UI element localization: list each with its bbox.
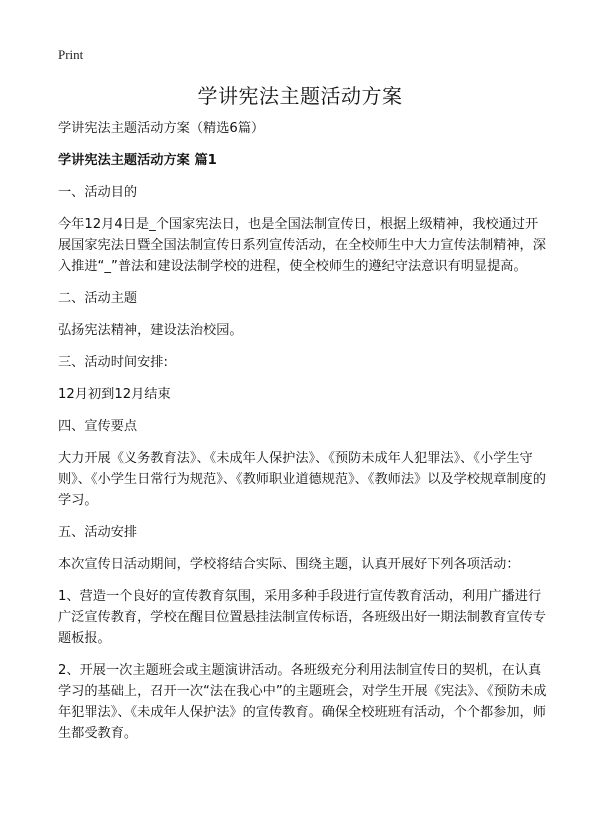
section-heading: 四、宣传要点	[58, 419, 138, 434]
print-label: Print	[58, 47, 84, 62]
section-paragraph: 弘扬宪法精神，建设法治校园。	[58, 323, 243, 338]
section-heading: 五、活动安排	[58, 525, 138, 540]
section-paragraph: 12月初到12月结束	[58, 387, 171, 402]
section-heading: 三、活动时间安排:	[58, 355, 168, 370]
section-paragraph: 大力开展《义务教育法》、《未成年人保护法》、《预防未成年人犯罪法》、《小学生守则》、《小学生日常行为规范》、《教师职业道德规范》、《教师法》以及学校规章制度的学习。	[58, 451, 546, 508]
section-heading: 一、活动目的	[58, 185, 138, 200]
section-paragraph: 本次宣传日活动期间，学校将结合实际、围绕主题，认真开展好下列各项活动：	[58, 557, 520, 572]
section-paragraph: 2、开展一次主题班会或主题演讲活动。各班级充分利用法制宣传日的契机，在认真学习的基础上，召开一次“法在我心中”的主题班会，对学生开展《宪法》、《预防未成年犯罪法》、《未成年人保护法》的宣传教育。确保全校班班有活动，个个都参加，师生都受教育。	[58, 663, 547, 741]
section-heading: 二、活动主题	[58, 291, 138, 306]
section-paragraph: 今年12月4日是_个国家宪法日，也是全国法制宣传日，根据上级精神，我校通过开展国家宪法日暨全国法制宣传日系列宣传活动，在全校师生中大力宣传法制精神，深入推进“_”普法和建设法制学校的进程，使全校师生的遵纪守法意识有明显提高。	[58, 217, 546, 274]
part-heading: 学讲宪法主题活动方案 篇1	[58, 153, 217, 168]
section-paragraph: 1、营造一个良好的宣传教育氛围，采用多种手段进行宣传教育活动，利用广播进行广泛宣传教育，学校在醒目位置悬挂法制宣传标语，各班级出好一期法制教育宣传专题板报。	[58, 589, 546, 646]
document-subtitle: 学讲宪法主题活动方案（精选6篇）	[58, 121, 265, 136]
document-title: 学讲宪法主题活动方案	[197, 84, 403, 108]
document-body	[58, 118, 550, 755]
